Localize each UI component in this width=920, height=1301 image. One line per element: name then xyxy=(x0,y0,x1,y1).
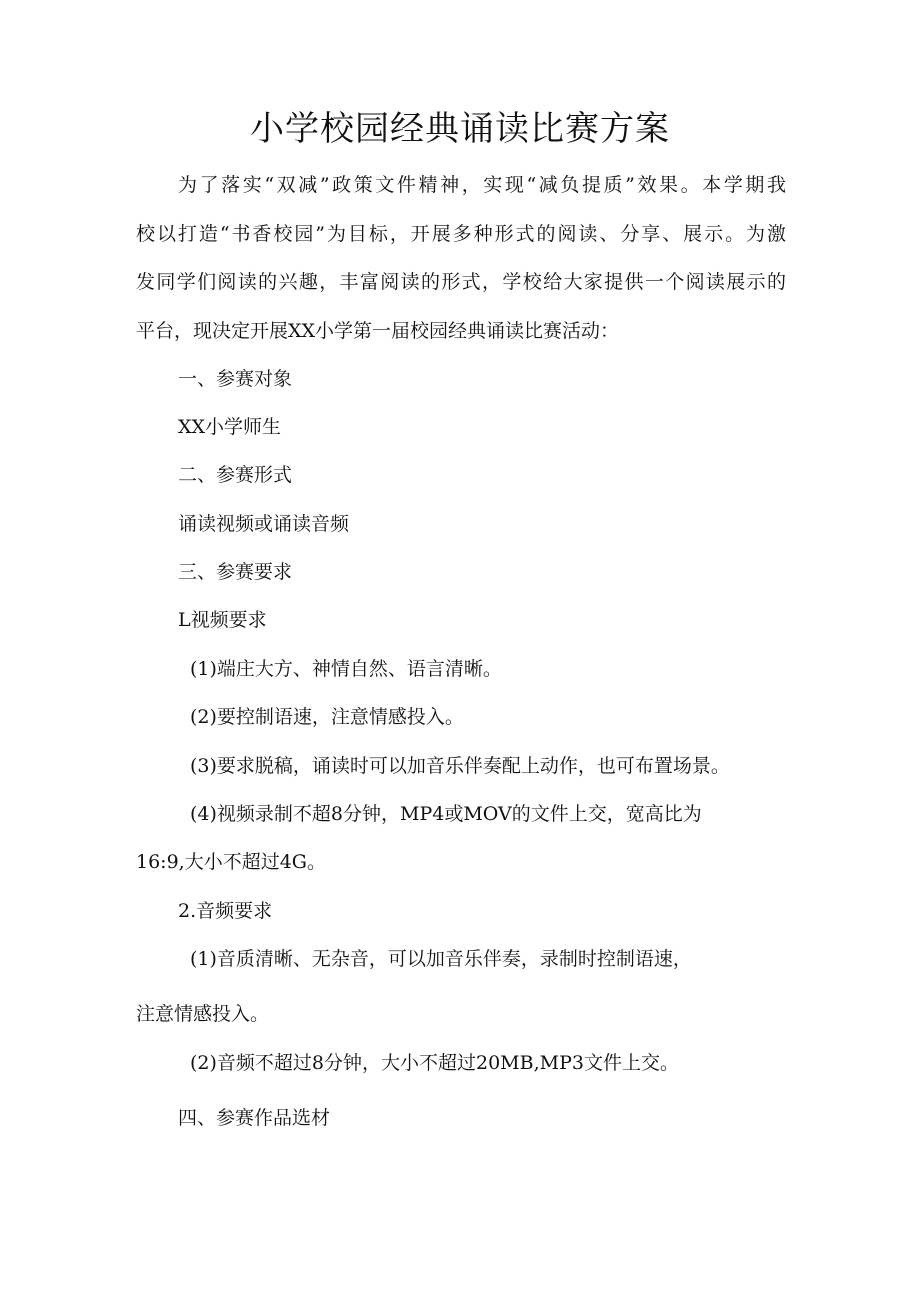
section-3-heading: 三、参赛要求 xyxy=(178,561,293,583)
section-1-heading: 一、参赛对象 xyxy=(178,368,293,390)
intro-line-4: 平台，现决定开展XX小学第一届校园经典诵读比赛活动： xyxy=(136,320,620,342)
audio-requirements-heading: 2.音频要求 xyxy=(178,900,273,922)
audio-item-1: (1)音质清晰、无杂音，可以加音乐伴奏，录制时控制语速， xyxy=(190,948,692,970)
intro-line-3: 发同学们阅读的兴趣，丰富阅读的形式，学校给大家提供一个阅读展示的 xyxy=(136,271,786,293)
section-2-heading: 二、参赛形式 xyxy=(178,464,293,486)
audio-item-2: (2)音频不超过8分钟，大小不超过20MB,MP3文件上交。 xyxy=(190,1052,679,1074)
video-item-2: (2)要控制语速，注意情感投入。 xyxy=(190,706,464,728)
section-1-body: XX小学师生 xyxy=(178,416,282,438)
intro-line-2: 校以打造“书香校园”为目标，开展多种形式的阅读、分享、展示。为激 xyxy=(136,223,786,245)
intro-line-1: 为了落实“双减”政策文件精神，实现“减负提质”效果。本学期我 xyxy=(178,174,786,196)
video-item-4-continued: 16:9,大小不超过4G。 xyxy=(136,851,326,873)
video-item-1: (1)端庄大方、神情自然、语言清晰。 xyxy=(190,658,502,680)
document-title: 小学校园经典诵读比赛方案 xyxy=(250,109,670,149)
section-4-heading: 四、参赛作品选材 xyxy=(178,1107,331,1129)
section-2-body: 诵读视频或诵读音频 xyxy=(178,513,350,535)
video-requirements-heading: L视频要求 xyxy=(178,609,267,631)
video-item-3: (3)要求脱稿，诵读时可以加音乐伴奏配上动作，也可布置场景。 xyxy=(190,755,730,777)
video-item-4: (4)视频录制不超8分钟，MP4或MOV的文件上交，宽高比为 xyxy=(190,803,702,825)
audio-item-1-continued: 注意情感投入。 xyxy=(136,1003,270,1025)
